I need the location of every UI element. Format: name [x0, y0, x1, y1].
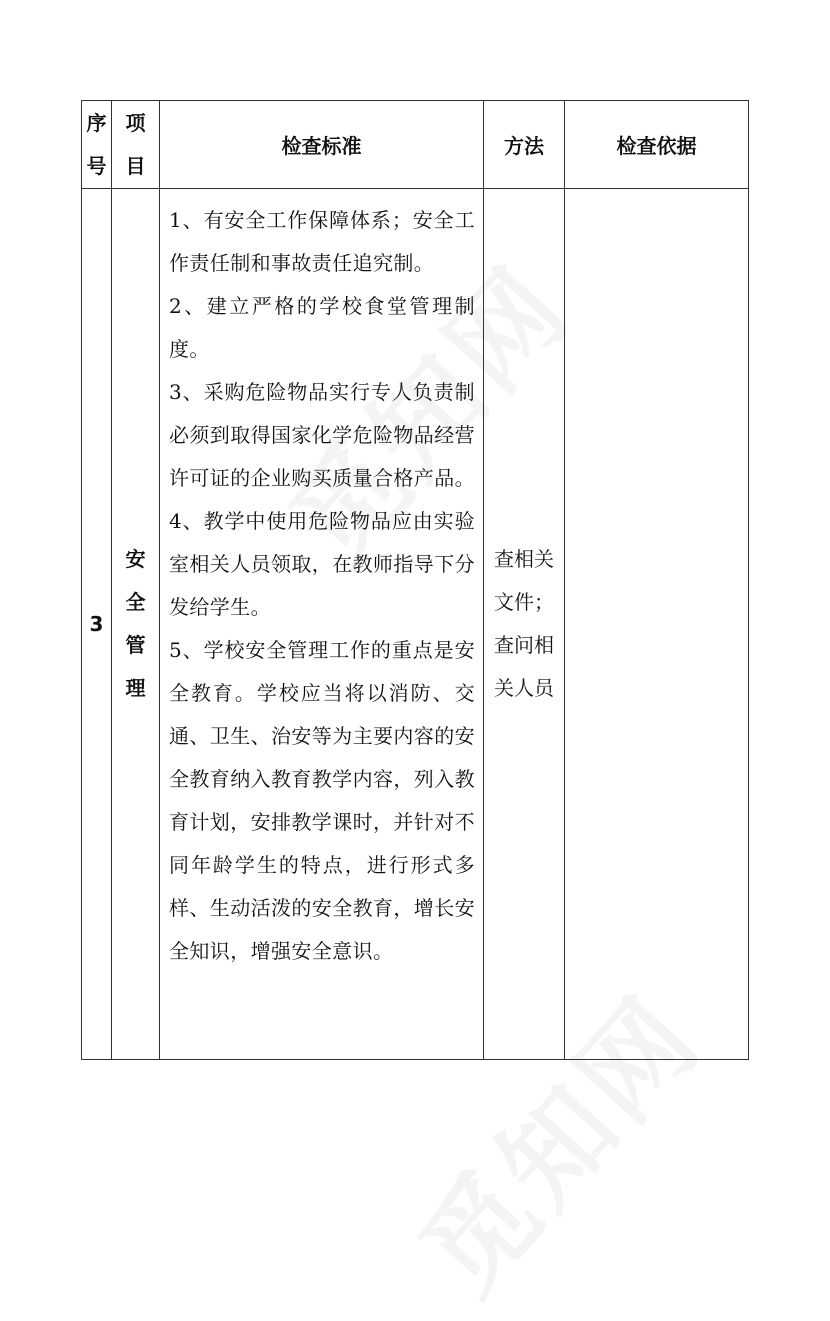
row-item: 安全管理	[112, 189, 160, 1060]
header-item: 项目	[112, 101, 160, 189]
standard-item: 3、采购危险物品实行专人负责制必须到取得国家化学危险物品经营许可证的企业购买质量合格产品。	[169, 380, 475, 490]
table-row	[82, 189, 749, 1060]
row-standards	[160, 189, 484, 1060]
standard-item: 5、学校安全管理工作的重点是安全教育。学校应当将以消防、交通、卫生、治安等为主要内容的安全教育纳入教育教学内容，列入教育计划，安排教学课时，并针对不同年龄学生的特点，进行形式多样、生动活泼的安全教育，增长安全知识，增强安全意识。	[169, 638, 475, 963]
header-method: 方法	[484, 101, 565, 189]
inspection-table	[81, 100, 749, 1060]
row-seq: 3	[82, 189, 112, 1060]
header-seq: 序号	[82, 101, 112, 189]
header-basis: 检查依据	[565, 101, 749, 189]
header-standard: 检查标准	[160, 101, 484, 189]
row-basis	[565, 189, 749, 1060]
standard-item: 1、有安全工作保障体系；安全工作责任制和事故责任追究制。	[169, 208, 475, 275]
table-header-row	[82, 101, 749, 189]
standard-item: 4、教学中使用危险物品应由实验室相关人员领取，在教师指导下分发给学生。	[169, 509, 475, 619]
standard-item: 2、建立严格的学校食堂管理制度。	[169, 294, 475, 361]
row-method: 查相关文件；查问相关人员	[484, 189, 565, 1060]
